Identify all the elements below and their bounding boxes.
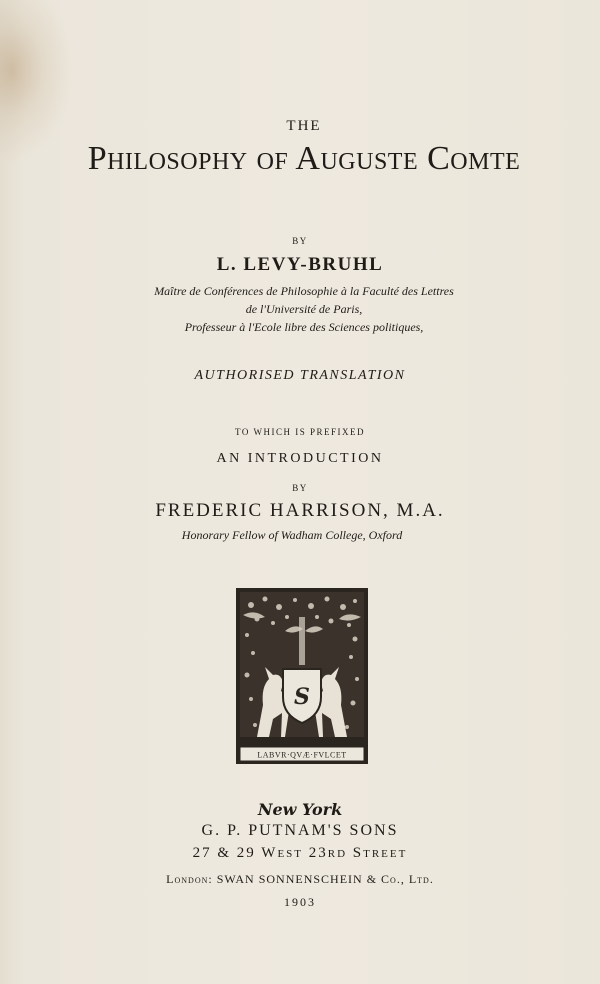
author-name: L. LEVY-BRUHL	[216, 254, 384, 275]
author-credit-line-2: de l'Université de Paris,	[245, 302, 363, 316]
imprint-city: New York	[257, 800, 343, 819]
by-label-2: BY	[292, 483, 308, 493]
emblem-monogram: S	[294, 684, 310, 710]
introduction-label: AN INTRODUCTION	[216, 451, 384, 466]
translation-note: AUTHORISED TRANSLATION	[194, 368, 406, 383]
publisher-emblem	[235, 587, 369, 765]
introducer-credit: Honorary Fellow of Wadham College, Oxford	[181, 528, 403, 542]
by-label: BY	[292, 236, 308, 246]
prefixed-label: TO WHICH IS PREFIXED	[235, 427, 365, 437]
imprint-address: 27 & 29 West 23rd Street	[192, 845, 408, 861]
imprint-london: London: SWAN SONNENSCHEIN & Co., Ltd.	[166, 872, 434, 886]
author-credit-line-1: Maître de Conférences de Philosophie à la Faculté des Lettres	[154, 284, 454, 298]
author-credit-line-3: Professeur à l'Ecole libre des Sciences politiques,	[184, 320, 424, 334]
book-title: Philosophy of Auguste Comte	[87, 140, 521, 177]
introducer-name: FREDERIC HARRISON, M.A.	[155, 500, 445, 521]
imprint-year: 1903	[284, 895, 316, 909]
title-prefix: THE	[286, 118, 322, 134]
emblem-motto: LABVR·QVÆ·FVLCET	[257, 750, 347, 760]
imprint-publisher: G. P. PUTNAM'S SONS	[201, 822, 399, 839]
